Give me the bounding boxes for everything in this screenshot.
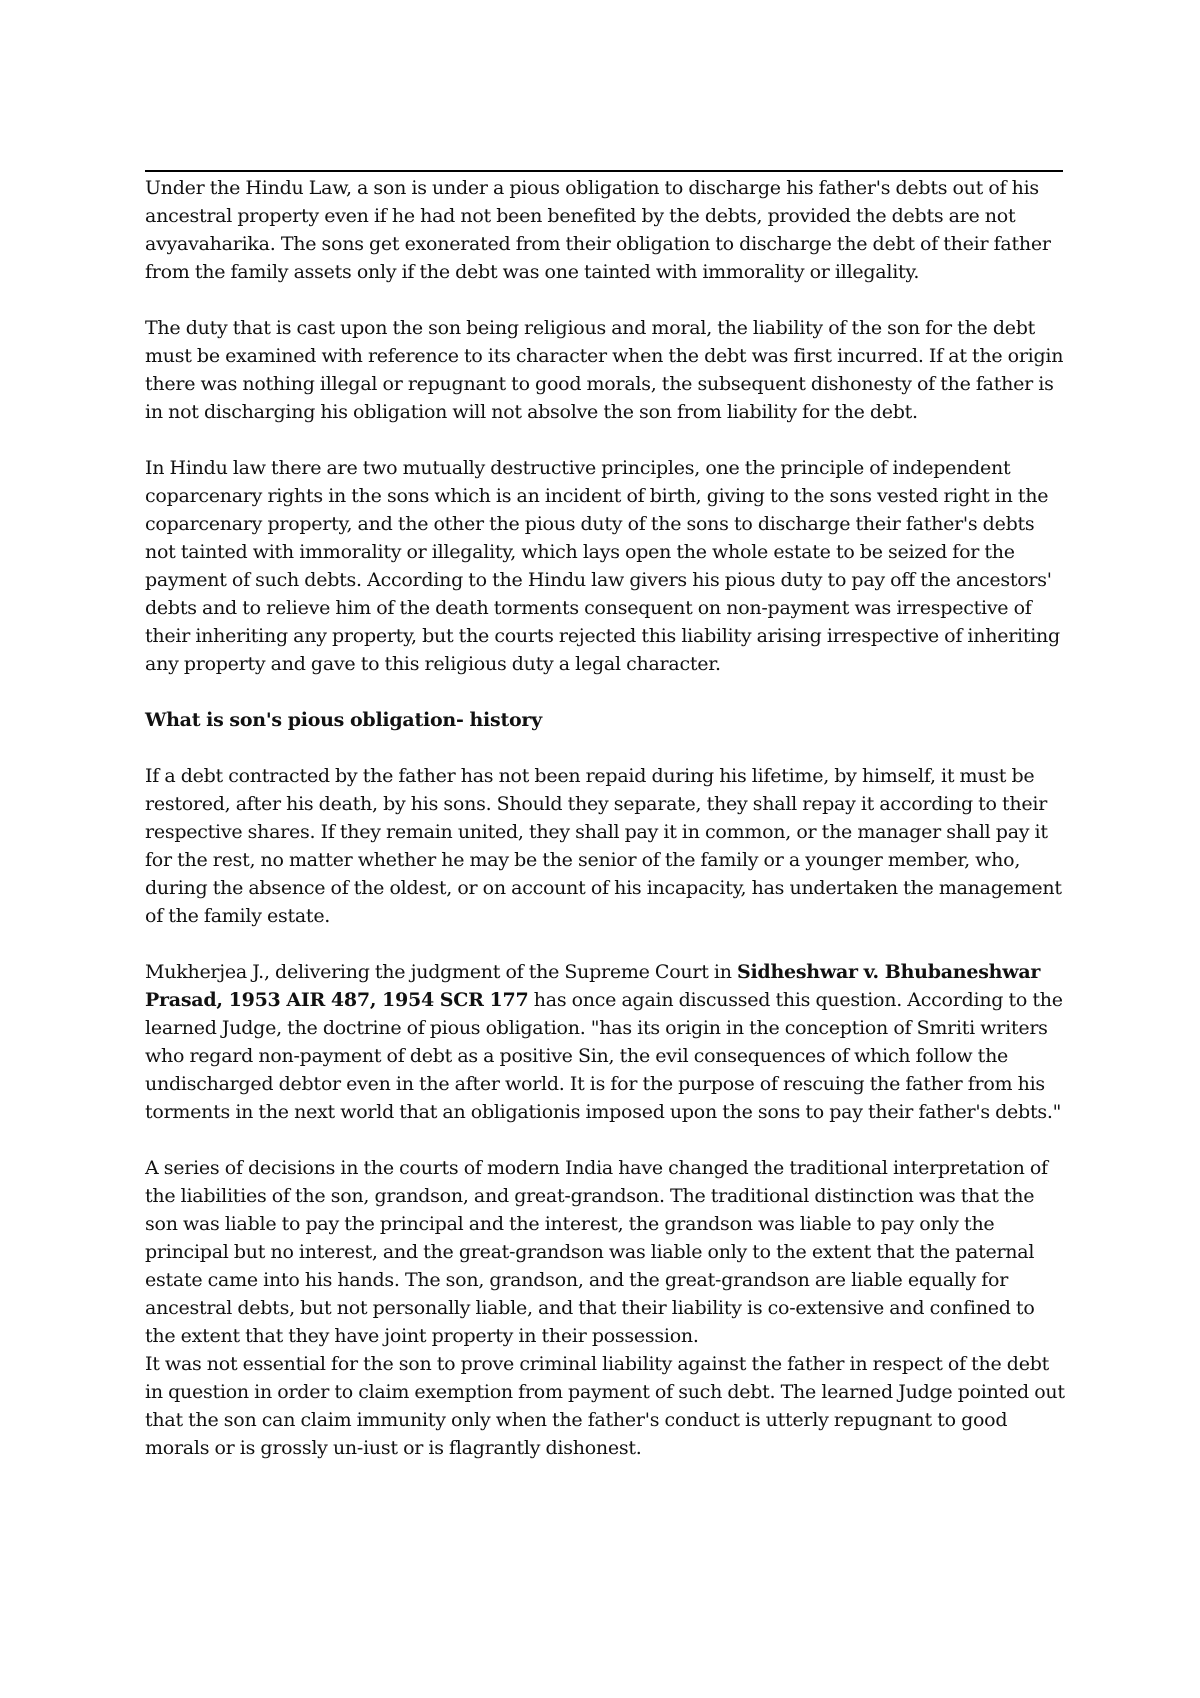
paragraph-two-principles: In Hindu law there are two mutually destructive principles, one the principle of independent coparcenary rights in the sons which is an incident of birth, giving to the sons vested right in the coparcenary property, and the other the pious duty of the sons to discharge their father's debts not tainted with immorality or illegality, which lays open the whole estate to be seized for the payment of such debts. According to the Hindu law givers his pious duty to pay off the ancestors' debts and to relieve him of the death torments consequent on non-payment was irrespective of their inheriting any property, but the courts rejected this liability arising irrespective of inheriting any property and gave to this religious duty a legal character. [145, 457, 1060, 675]
paragraph-criminal-liability: It was not essential for the son to prove criminal liability against the father in respect of the debt in question in order to claim exemption from payment of such debt. The learned Judge pointed out that the son can claim immunity only when the father's conduct is utterly repugnant to good morals or is grossly un-iust or is flagrantly dishonest. [145, 1353, 1065, 1459]
paragraph-hindu-law-obligation: Under the Hindu Law, a son is under a pious obligation to discharge his father's debts out of his ancestral property even if he had not been benefited by the debts, provided the debts are not avyavaharika. The sons get exonerated from their obligation to discharge the debt of their father from the family assets only if the debt was one tainted with immorality or illegality. [145, 177, 1051, 283]
top-rule [145, 170, 1063, 172]
section-heading: What is son's pious obligation- history [145, 709, 542, 731]
paragraph-series-of-decisions: A series of decisions in the courts of modern India have changed the traditional interpretation of the liabilities of the son, grandson, and great-grandson. The traditional distinction was that the son was liable to pay the principal and the interest, the grandson was liable to pay only the principal but no interest, and the great-grandson was liable only to the extent that the paternal estate came into his hands. The son, grandson, and the great-grandson are liable equally for ancestral debts, but not personally liable, and that their liability is co-extensive and confined to the extent that they have joint property in their possession. [145, 1157, 1048, 1347]
paragraph-mukherjea-judgment [145, 958, 1065, 1126]
paragraph-religious-duty: The duty that is cast upon the son being religious and moral, the liability of the son for the debt must be examined with reference to its character when the debt was first incurred. If at the origin there was nothing illegal or repugnant to good morals, the subsequent dishonesty of the father is in not discharging his obligation will not absolve the son from liability for the debt. [145, 317, 1064, 423]
case-citation: Sidheshwar v. Bhubaneshwar Prasad, 1953 AIR 487, 1954 SCR 177 [145, 961, 1041, 1011]
judgment-intro-text: Mukherjea J., delivering the judgment of the Supreme Court in [145, 961, 737, 983]
judgment-quote-text: has once again discussed this question. According to the learned Judge, the doctrine of pious obligation. "has its origin in the conception of Smriti writers who regard non-payment of debt as a positive Sin, the evil consequences of which follow the undischarged debtor even in the after world. It is for the purpose of rescuing the father from his torments in the next world that an obligationis imposed upon the sons to pay their father's debts." [145, 989, 1063, 1123]
paragraph-debt-contracted: If a debt contracted by the father has not been repaid during his lifetime, by himself, it must be restored, after his death, by his sons. Should they separate, they shall repay it according to their respective shares. If they remain united, they shall pay it in common, or the manager shall pay it for the rest, no matter whether he may be the senior of the family or a younger member, who, during the absence of the oldest, or on account of his incapacity, has undertaken the management of the family estate. [145, 765, 1062, 927]
document-body [145, 174, 1065, 1490]
